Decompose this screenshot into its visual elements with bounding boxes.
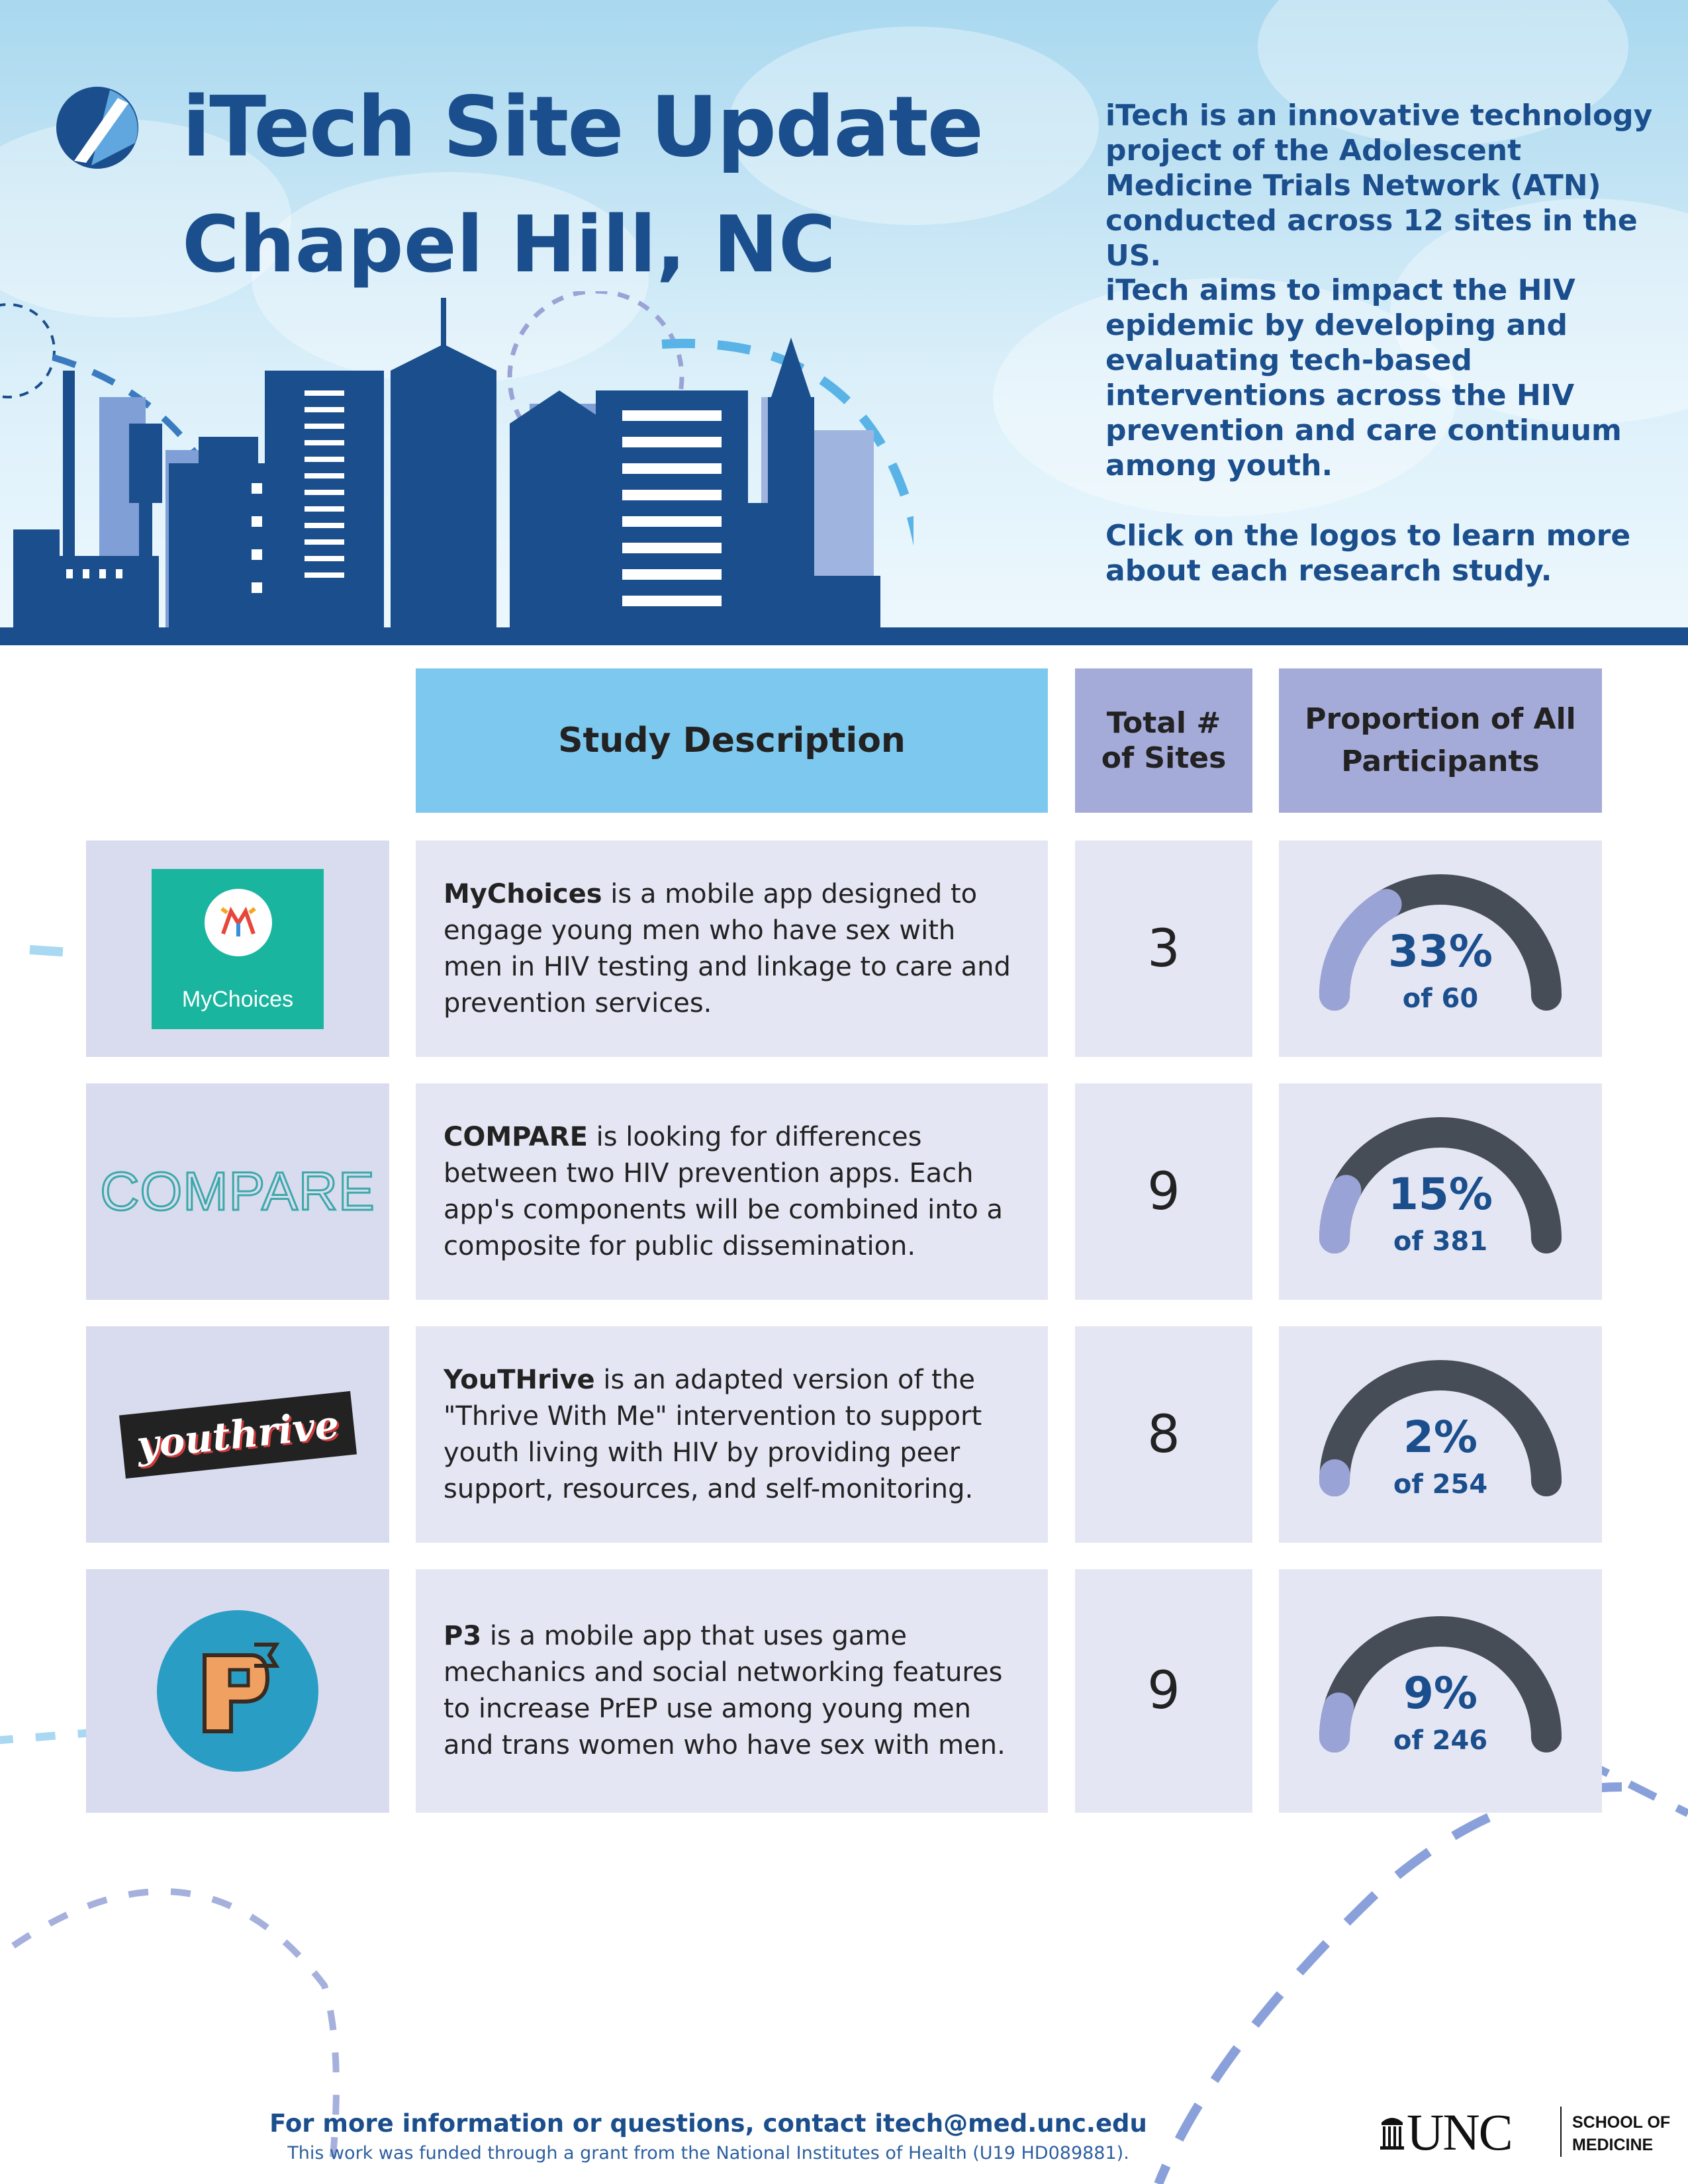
contact-line[interactable]: For more information or questions, contact itech@med.unc.edu: [269, 2109, 1147, 2138]
proportion-gauge: [1308, 863, 1573, 1035]
compare-logo[interactable]: COMPARE: [100, 1161, 375, 1222]
study-logo-cell-compare[interactable]: [86, 1083, 389, 1300]
study-description-youthrive: [416, 1326, 1048, 1543]
mychoices-logo-label: MyChoices: [181, 986, 294, 1012]
school-line-1: SCHOOL OF: [1572, 2113, 1671, 2132]
proportion-cell: [1279, 1569, 1602, 1813]
study-name: COMPARE: [444, 1121, 588, 1152]
sites-count: 8: [1147, 1404, 1180, 1465]
p3-logo[interactable]: [157, 1610, 318, 1772]
column-header-sites-label: Total # of Sites: [1101, 706, 1227, 775]
description-text: [444, 1119, 1021, 1265]
study-logo-cell-p3[interactable]: [86, 1569, 389, 1813]
study-name: MyChoices: [444, 878, 602, 909]
proportion-gauge: [1308, 1106, 1573, 1278]
mychoices-logo-icon: [205, 889, 272, 956]
intro-paragraph-3: Click on the logos to learn more about each research study.: [1105, 519, 1631, 588]
proportion-cell: [1279, 1083, 1602, 1300]
column-header-proportion: [1279, 668, 1602, 813]
study-logo-cell-mychoices[interactable]: [86, 841, 389, 1057]
youthrive-logo[interactable]: [119, 1390, 357, 1478]
study-description: is looking for differences between two HIV prevention apps. Each app's components will be combined into a composite for public dissemination.: [444, 1121, 1004, 1261]
description-text: [444, 1362, 1021, 1508]
city-skyline: [0, 291, 914, 635]
study-description-p3: [416, 1569, 1048, 1813]
intro-paragraph-1: iTech is an innovative technology project of the Adolescent Medicine Trials Network (ATN) conducted across 12 sites in the US.: [1105, 99, 1653, 273]
proportion-cell: [1279, 1326, 1602, 1543]
participant-total: of 254: [1393, 1469, 1488, 1500]
participant-total: of 246: [1393, 1725, 1488, 1756]
description-text: [444, 1618, 1021, 1764]
sites-count: 9: [1147, 1161, 1180, 1222]
old-well-icon: [1380, 2113, 1404, 2150]
logo-divider: [1560, 2107, 1562, 2157]
page-subtitle: Chapel Hill, NC: [182, 199, 836, 290]
school-line-2: MEDICINE: [1572, 2136, 1654, 2154]
header-divider-band: [0, 627, 1688, 645]
sites-count-cell: [1075, 841, 1252, 1057]
proportion-gauge: [1308, 1349, 1573, 1521]
itech-logo-icon: [54, 85, 140, 171]
sites-count: 9: [1147, 1661, 1180, 1721]
column-header-description: Study Description: [416, 668, 1048, 813]
study-description: is an adapted version of the "Thrive With Me" intervention to support youth living with HIV by providing peer support, resources, and self-monitoring.: [444, 1364, 982, 1504]
percent-value: 2%: [1403, 1411, 1478, 1463]
study-name: P3: [444, 1621, 482, 1651]
percent-value: 15%: [1388, 1168, 1493, 1220]
column-header-sites: [1075, 668, 1252, 813]
youthrive-logo-label: youthrive: [134, 1401, 342, 1468]
proportion-cell: [1279, 841, 1602, 1057]
unc-school-of-medicine-logo: [1380, 2101, 1671, 2161]
study-name: YouTHrive: [444, 1364, 595, 1395]
sites-count: 3: [1147, 919, 1180, 979]
percent-value: 9%: [1403, 1668, 1478, 1719]
sites-count-cell: [1075, 1083, 1252, 1300]
study-description-mychoices: [416, 841, 1048, 1057]
participant-total: of 60: [1402, 983, 1479, 1014]
sites-count-cell: [1075, 1326, 1252, 1543]
study-description-compare: [416, 1083, 1048, 1300]
proportion-gauge: [1308, 1605, 1573, 1777]
description-text: [444, 876, 1021, 1022]
unc-wordmark: UNC: [1407, 2103, 1512, 2161]
page-title: iTech Site Update: [182, 78, 983, 175]
intro-paragraph-2: iTech aims to impact the HIV epidemic by developing and evaluating tech-based interventions across the HIV prevention and care continuum among youth.: [1105, 273, 1622, 482]
p3-logo-icon: [191, 1642, 284, 1741]
grant-acknowledgement: This work was funded through a grant from the National Institutes of Health (U19 HD089881).: [287, 2143, 1129, 2163]
mychoices-logo[interactable]: [152, 869, 324, 1029]
study-description: is a mobile app that uses game mechanics and social networking features to increase PrEP use among young men and trans women who have sex with men.: [444, 1621, 1006, 1760]
percent-value: 33%: [1388, 925, 1493, 977]
study-logo-cell-youthrive[interactable]: [86, 1326, 389, 1543]
participant-total: of 381: [1393, 1226, 1488, 1257]
study-description: is a mobile app designed to engage young men who have sex with men in HIV testing and linkage to care and prevention services.: [444, 878, 1011, 1019]
column-header-proportion-label: Proportion of All Participants: [1305, 702, 1576, 778]
sites-count-cell: [1075, 1569, 1252, 1813]
